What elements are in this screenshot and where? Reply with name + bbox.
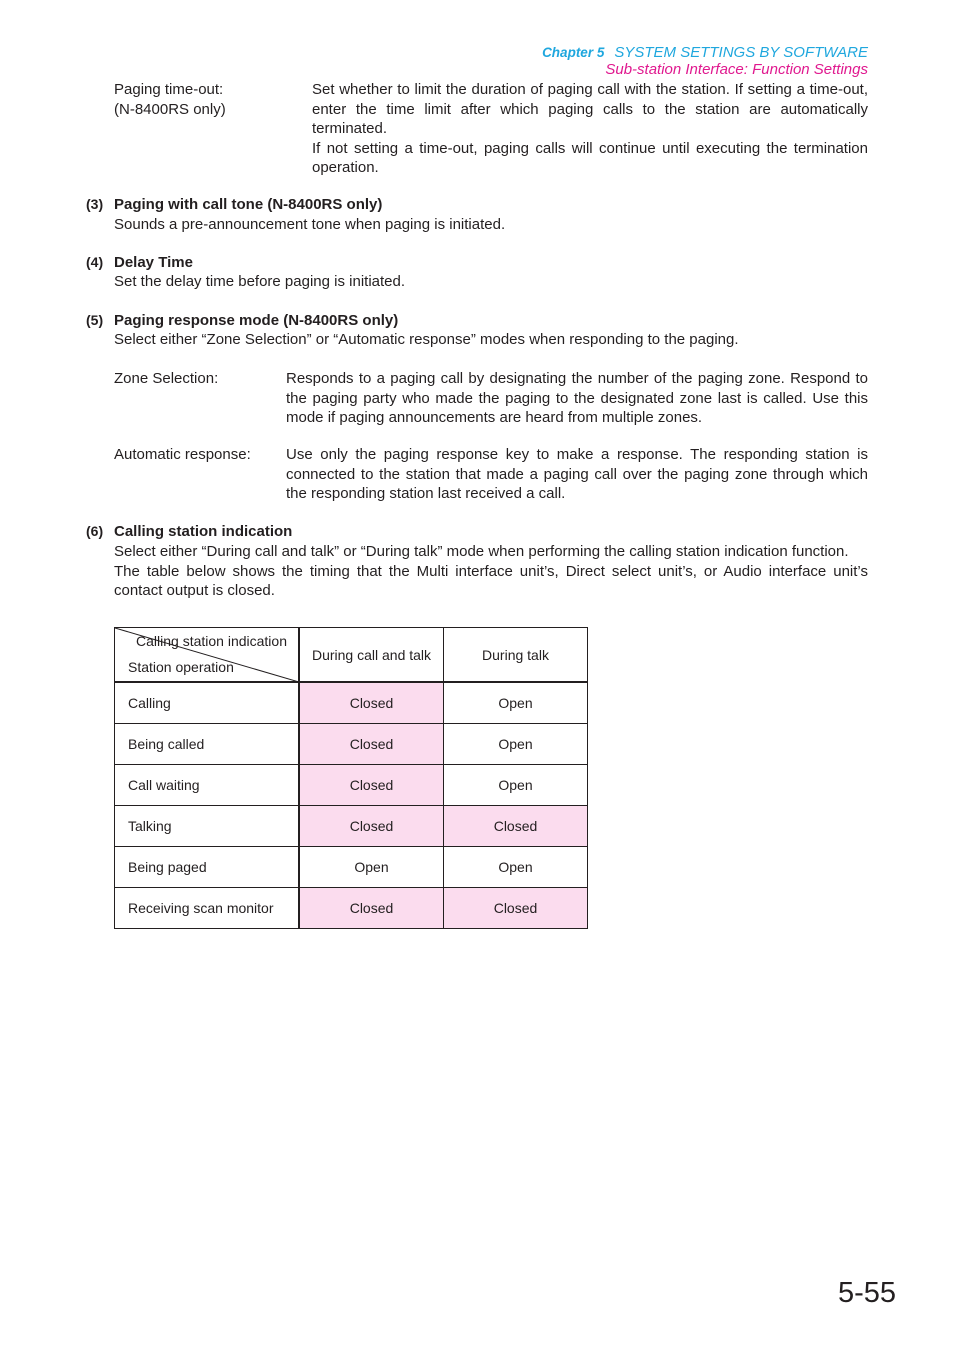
table-cell: Closed [299, 724, 444, 765]
table-row [115, 888, 588, 929]
table-corner-cell [115, 628, 300, 683]
table-row [115, 682, 588, 724]
section-5-body: Select either “Zone Selection” or “Automatic response” modes when responding to the paging. [114, 331, 739, 348]
row-label: Call waiting [115, 765, 300, 806]
chapter-number: Chapter 5 [542, 45, 605, 60]
chapter-title: SYSTEM SETTINGS BY SOFTWARE [614, 44, 868, 61]
section-header: Sub-station Interface: Function Settings [605, 61, 868, 78]
table-cell: Closed [444, 806, 588, 847]
table-cell: Closed [299, 888, 444, 929]
table-row [115, 806, 588, 847]
automatic-response-description: Use only the paging response key to make a response. The responding station is connected to the station that made a paging call over the paging zone through which the responding station last received a call. [286, 446, 868, 502]
automatic-response-label: Automatic response: [114, 446, 251, 463]
table-cell: Open [299, 847, 444, 888]
table-header-row [115, 628, 588, 683]
table-row [115, 847, 588, 888]
table-cell: Open [444, 847, 588, 888]
table-cell: Closed [444, 888, 588, 929]
row-label: Receiving scan monitor [115, 888, 300, 929]
column-header: During call and talk [299, 628, 444, 683]
row-label: Being called [115, 724, 300, 765]
section-4-body: Set the delay time before paging is initiated. [114, 273, 406, 290]
table-cell: Open [444, 765, 588, 806]
row-label: Talking [115, 806, 300, 847]
section-6-heading: (6) Calling station indication [86, 523, 293, 540]
calling-station-indication-table [114, 627, 588, 929]
corner-column-label: Calling station indication [136, 633, 287, 649]
section-3-heading: (3) Paging with call tone (N-8400RS only) [86, 196, 383, 213]
page-number: 5-55 [838, 1277, 897, 1309]
table-cell: Closed [299, 806, 444, 847]
chapter-header [542, 44, 868, 61]
table-cell: Open [444, 682, 588, 724]
table-cell: Open [444, 724, 588, 765]
table-row [115, 724, 588, 765]
section-4-heading: (4) Delay Time [86, 254, 193, 271]
timeout-label: Paging time-out: (N-8400RS only) [114, 81, 226, 118]
table-row [115, 765, 588, 806]
zone-selection-label: Zone Selection: [114, 370, 219, 387]
row-label: Calling [115, 682, 300, 724]
section-5-heading: (5) Paging response mode (N-8400RS only) [86, 312, 399, 329]
table-cell: Closed [299, 765, 444, 806]
corner-row-label: Station operation [128, 659, 234, 675]
section-3-body: Sounds a pre-announcement tone when paging is initiated. [114, 216, 506, 233]
section-6-body: Select either “During call and talk” or “During talk” mode when performing the calling station indication function. The table below shows the timing that the Multi interface unit’s, Direct select unit’s, or Audio interface unit’s contact output is closed. [114, 543, 868, 599]
timeout-description: Set whether to limit the duration of paging call with the station. If setting a time-out, enter the time limit after which paging calls to the station are automatically terminated. If not setting a time-out, paging calls will continue until executing the termination operation. [312, 81, 868, 176]
row-label: Being paged [115, 847, 300, 888]
zone-selection-description: Responds to a paging call by designating the number of the paging zone. Respond to the paging party who made the paging to the designated zone last is called. Use this mode if paging announcements are heard from multiple zones. [286, 370, 868, 426]
column-header: During talk [444, 628, 588, 683]
table-cell: Closed [299, 682, 444, 724]
